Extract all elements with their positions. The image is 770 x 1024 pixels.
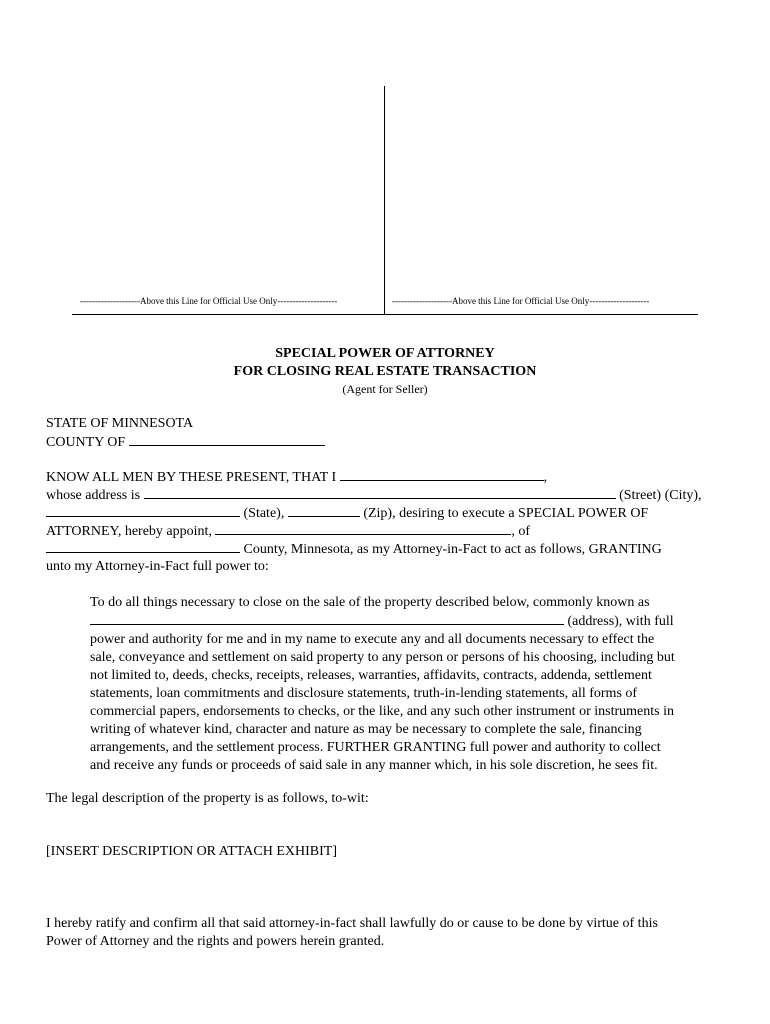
appoint-label: ATTORNEY, hereby appoint,: [46, 524, 212, 539]
document-title-line2: FOR CLOSING REAL ESTATE TRANSACTION: [233, 364, 537, 379]
powers-line-address: [90, 612, 730, 631]
address-label: (address), with full: [567, 614, 674, 629]
legal-description-intro: The legal description of the property is as follows, to-wit:: [46, 791, 369, 806]
principal-name-field[interactable]: [340, 468, 544, 481]
property-address-field[interactable]: [90, 612, 564, 625]
county-line: [46, 433, 325, 451]
powers-line: statements, loan commitments and disclosure statements, truth-in-lending statements, all forms of: [90, 686, 638, 701]
county-blank-field[interactable]: [129, 433, 325, 446]
document-subtitle: (Agent for Seller): [342, 382, 428, 396]
zip-field[interactable]: [288, 504, 360, 517]
of-label: , of: [511, 524, 531, 539]
zip-label: (Zip), desiring to execute a SPECIAL POWER OF: [363, 506, 649, 521]
powers-line: power and authority for me and in my name to execute any and all documents necessary to effect the: [90, 632, 655, 647]
intro-comma: ,: [543, 470, 548, 485]
intro-line-5: [46, 540, 662, 558]
street-city-label: (Street) (City),: [619, 488, 702, 503]
ratify-line-2: Power of Attorney and the rights and powers herein granted.: [46, 934, 385, 949]
state-field[interactable]: [46, 504, 240, 517]
intro-line-4: [46, 522, 530, 540]
county-label: COUNTY OF: [46, 435, 126, 450]
intro-line-2: [46, 486, 702, 504]
official-use-bottom-rule: [72, 314, 698, 315]
official-use-divider: [384, 86, 385, 315]
powers-line: commercial papers, endorsements to checks, or the like, and any such other instrument or instruments in: [90, 704, 674, 719]
state-heading: STATE OF MINNESOTA: [46, 416, 194, 431]
powers-line: writing of whatever kind, character and nature as may be necessary to complete the sale, financing: [90, 722, 642, 737]
address-label: whose address is: [46, 488, 141, 503]
powers-paragraph: [90, 594, 730, 775]
street-city-field[interactable]: [144, 486, 616, 499]
attorney-name-field[interactable]: [215, 522, 511, 535]
intro-line-3: [46, 504, 648, 522]
powers-line: sale, conveyance and settlement on said property to any person or persons of his choosing, including but: [90, 650, 675, 665]
intro-line-6: unto my Attorney-in-Fact full power to:: [46, 559, 269, 574]
powers-line: To do all things necessary to close on the sale of the property described below, commonly known as: [90, 595, 650, 610]
official-use-label-left: --------------------Above this Line for Official Use Only--------------------: [80, 296, 338, 306]
intro-line-1: [46, 468, 547, 486]
official-use-label-right: --------------------Above this Line for Official Use Only--------------------: [392, 296, 650, 306]
state-label: (State),: [243, 506, 285, 521]
document-title: SPECIAL POWER OF ATTORNEY: [275, 346, 495, 361]
attorney-county-field[interactable]: [46, 540, 240, 553]
county-granting-text: County, Minnesota, as my Attorney-in-Fact to act as follows, GRANTING: [243, 542, 662, 557]
powers-line: and receive any funds or proceeds of said sale in any manner which, in his sole discretion, he sees fit.: [90, 758, 658, 773]
powers-line: not limited to, deeds, checks, receipts, releases, warranties, affidavits, contracts, addenda, settlement: [90, 668, 652, 683]
legal-description-placeholder: [INSERT DESCRIPTION OR ATTACH EXHIBIT]: [46, 844, 337, 859]
intro-text: KNOW ALL MEN BY THESE PRESENT, THAT I: [46, 470, 337, 485]
ratify-line-1: I hereby ratify and confirm all that said attorney-in-fact shall lawfully do or cause to be done by virtue of this: [46, 916, 658, 931]
powers-line: arrangements, and the settlement process. FURTHER GRANTING full power and authority to collect: [90, 740, 661, 755]
